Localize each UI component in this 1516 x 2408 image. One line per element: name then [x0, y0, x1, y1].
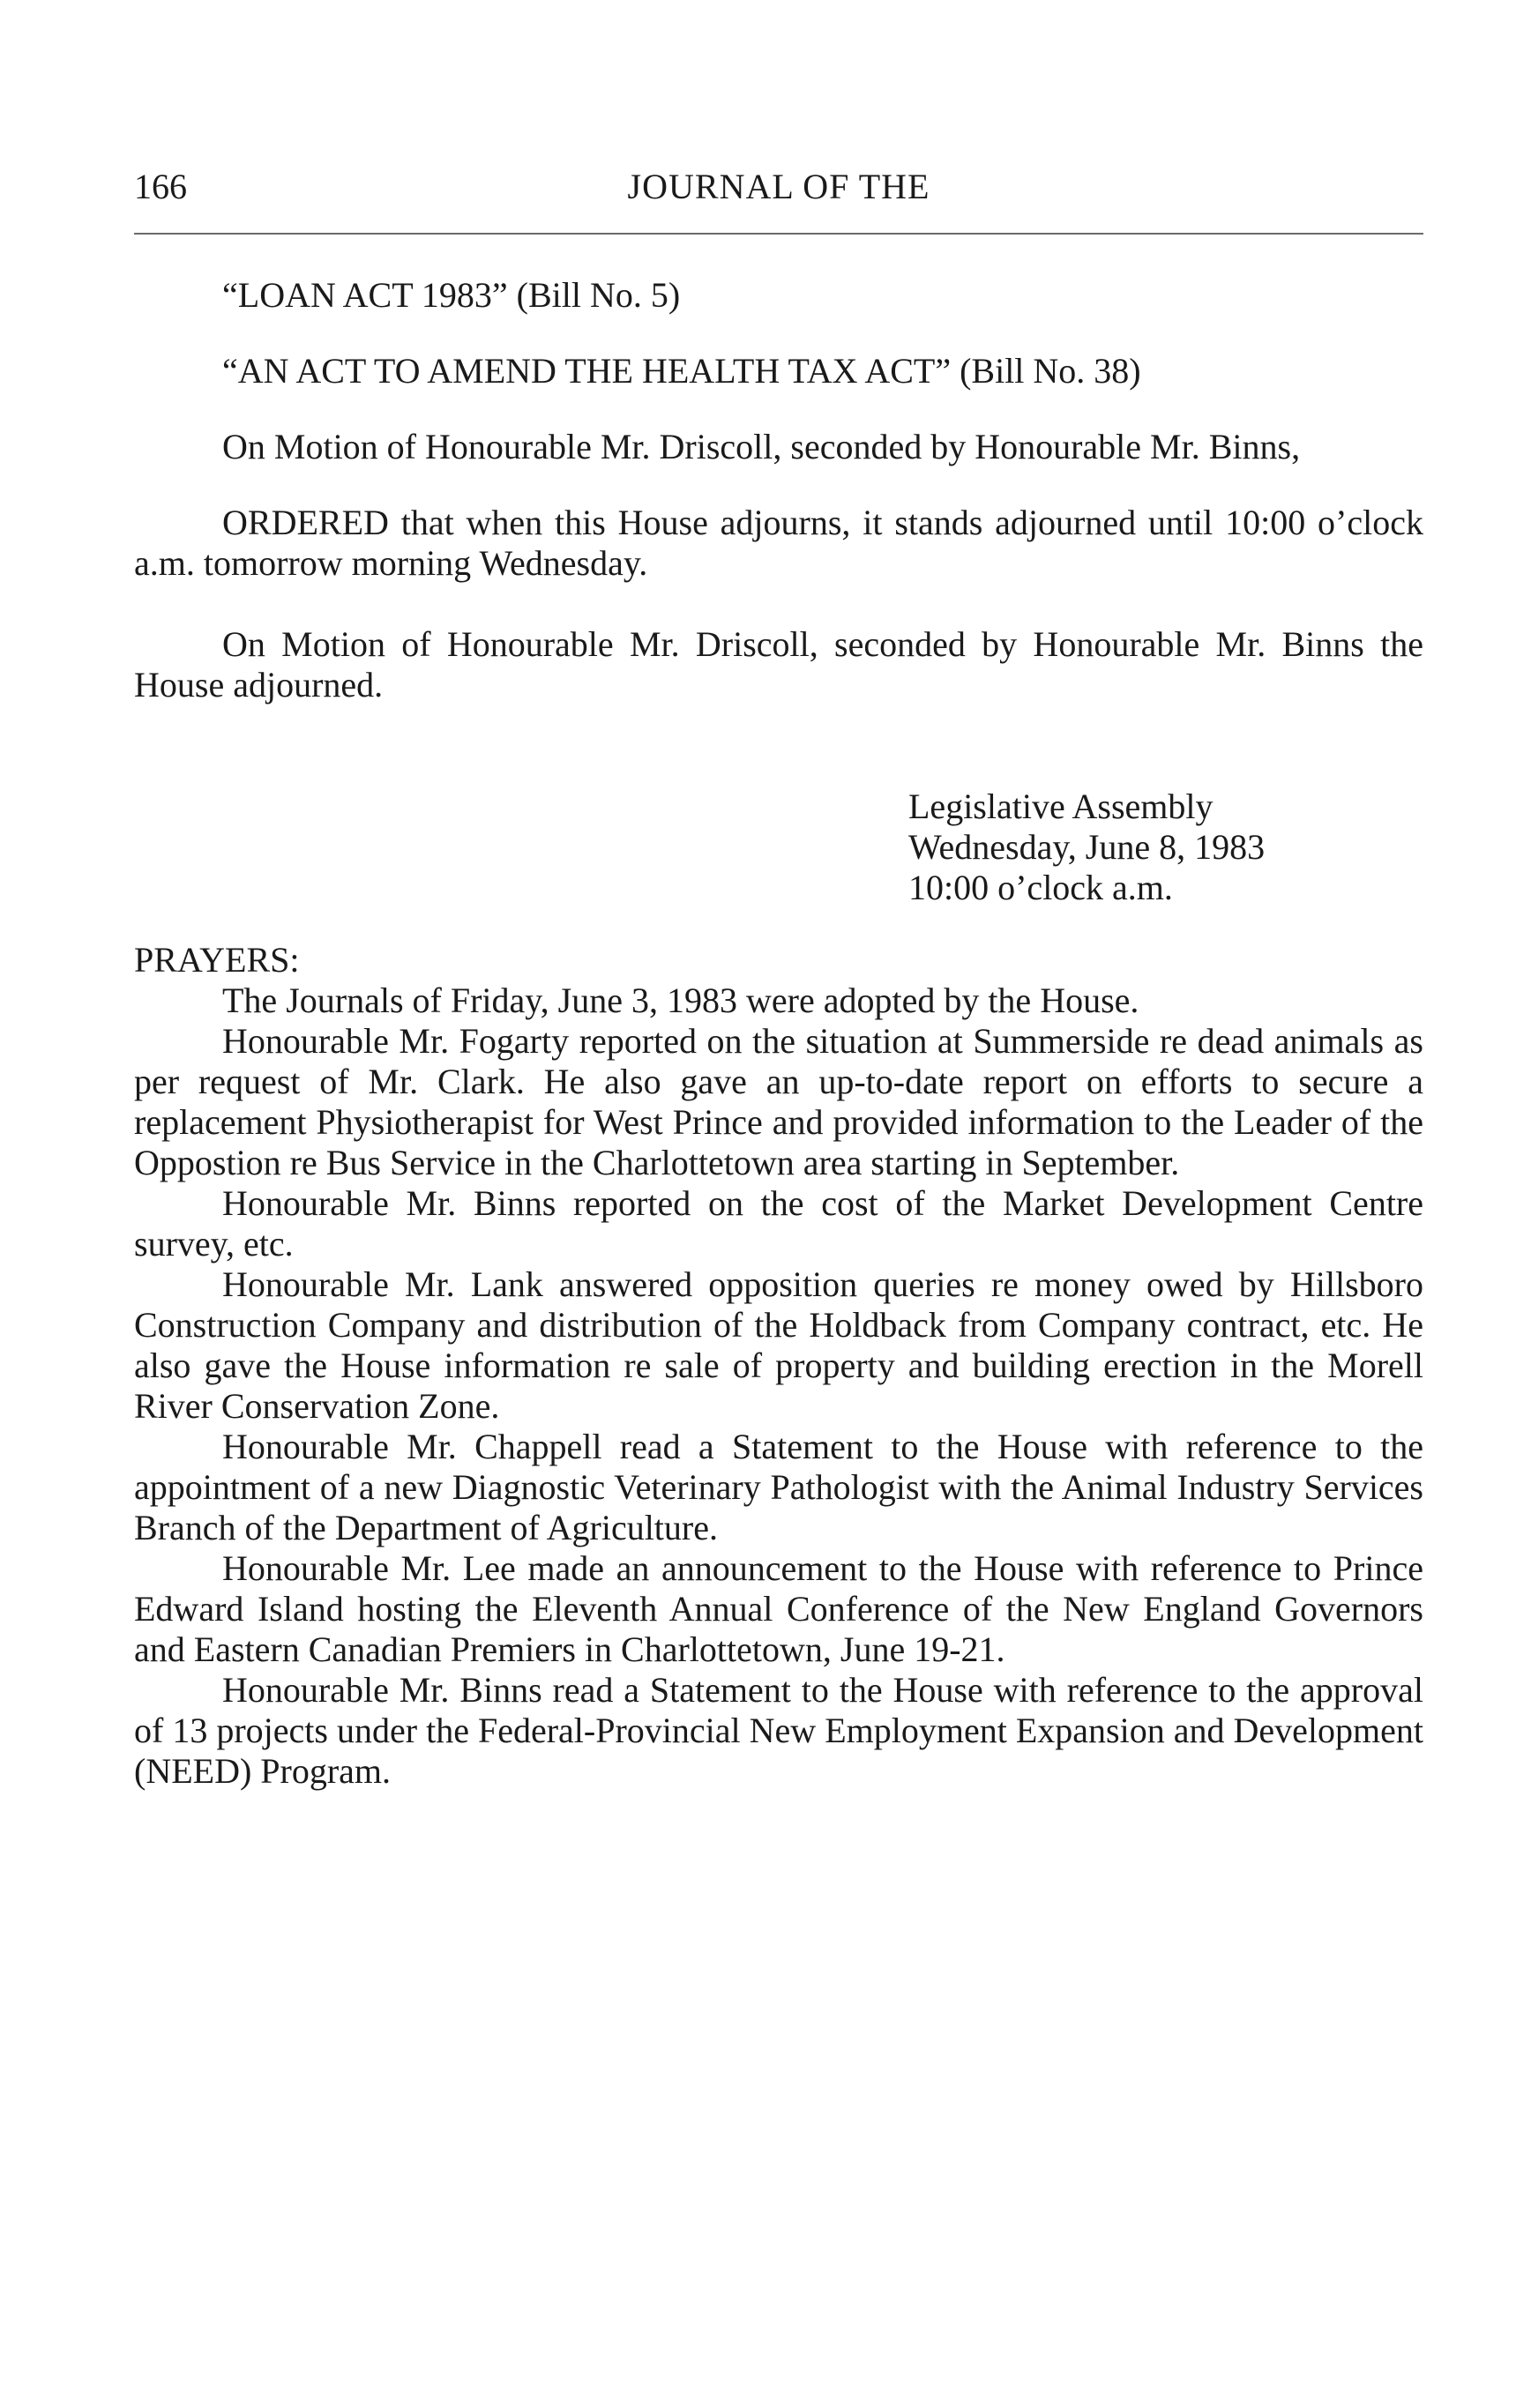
adjournment-paragraph: On Motion of Honourable Mr. Driscoll, seconded by Honourable Mr. Binns the House adjourned. [134, 624, 1423, 705]
sitting-date: Wednesday, June 8, 1983 [908, 827, 1266, 867]
proceedings-paragraph: Honourable Mr. Chappell read a Statement to the House with reference to the appointment of a new Diagnostic Veterinary Pathologist with the Animal Industry Services Branch of the Department of Agriculture. [134, 1427, 1423, 1547]
motion-line: On Motion of Honourable Mr. Driscoll, seconded by Honourable Mr. Binns, [222, 427, 1301, 466]
bill-line: “LOAN ACT 1983” (Bill No. 5) [222, 275, 681, 315]
assembly-name: Legislative Assembly [908, 787, 1214, 826]
header-rule [134, 233, 1423, 235]
running-head: JOURNAL OF THE [627, 167, 930, 206]
proceedings-paragraph: Honourable Mr. Fogarty reported on the situation at Summerside re dead animals as per request of Mr. Clark. He also gave an up-to-date report on efforts to secure a replacement Physiotherapist for West Prince and provided information to the Leader of the Oppostion re Bus Service in the Charlottetown area starting in September. [134, 1021, 1423, 1182]
proceedings-paragraph: Honourable Mr. Binns read a Statement to the House with reference to the approval of 13 projects under the Federal-Provincial New Employment Expansion and Development (NEED) Program. [134, 1670, 1423, 1791]
bill-line: “AN ACT TO AMEND THE HEALTH TAX ACT” (Bill No. 38) [222, 351, 1141, 391]
page-header [134, 160, 1423, 213]
proceedings-paragraph: Honourable Mr. Lank answered opposition queries re money owed by Hillsboro Construction Company and distribution of the Holdback from Company contract, etc. He also gave the House information re sale of property and building erection in the Morell River Conservation Zone. [134, 1264, 1423, 1426]
page-number: 166 [134, 167, 187, 206]
prayers-heading: PRAYERS: [134, 940, 300, 980]
sitting-heading [908, 787, 1423, 908]
proceedings-paragraph: Honourable Mr. Lee made an announcement to the House with reference to Prince Edward Island hosting the Eleventh Annual Conference of the New England Governors and Eastern Canadian Premiers in Charlottetown, June 19-21. [134, 1548, 1423, 1669]
ordered-paragraph: ORDERED that when this House adjourns, it stands adjourned until 10:00 o’clock a.m. tomorrow morning Wednesday. [134, 503, 1423, 583]
journal-body [134, 275, 1423, 1792]
proceedings-paragraph: The Journals of Friday, June 3, 1983 were adopted by the House. [222, 980, 1139, 1020]
sitting-time: 10:00 o’clock a.m. [908, 868, 1173, 907]
proceedings-paragraph: Honourable Mr. Binns reported on the cost of the Market Development Centre survey, etc. [134, 1183, 1423, 1264]
